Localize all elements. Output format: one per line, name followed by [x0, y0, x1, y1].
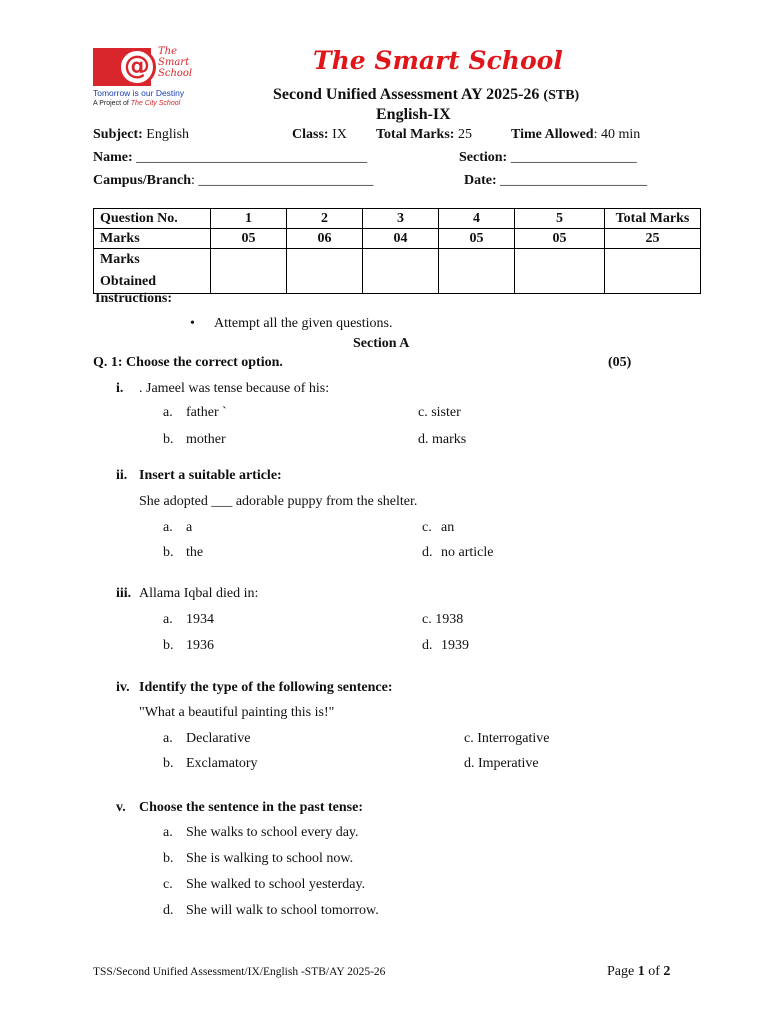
- table-cell: 05: [211, 229, 287, 249]
- obtained-cell[interactable]: [515, 249, 605, 294]
- logo-tagline: Tomorrow is our Destiny: [93, 88, 185, 98]
- section-line: __________________: [510, 150, 637, 165]
- option-d: no article: [441, 545, 494, 560]
- option-letter: a.: [163, 731, 173, 746]
- campus-line: : _________________________: [191, 173, 374, 188]
- item-sentence: She adopted ___ adorable puppy from the shelter.: [139, 494, 418, 509]
- option-letter: d.: [422, 545, 433, 560]
- date-field: [464, 173, 647, 189]
- item-number: ii.: [116, 468, 128, 483]
- table-cell: [94, 249, 211, 294]
- item-text: . Jameel was tense because of his:: [139, 381, 330, 396]
- obtained-label-line2: Obtained: [100, 274, 157, 289]
- logo-project-prefix: A Project of: [93, 100, 129, 107]
- school-name: The Smart School: [313, 46, 563, 75]
- section-title: Section A: [353, 336, 410, 351]
- option-letter: b.: [163, 545, 174, 560]
- option-letter: d.: [163, 903, 174, 918]
- subject-field: [93, 127, 189, 143]
- table-cell: Total Marks: [605, 209, 701, 229]
- obtained-cell[interactable]: [363, 249, 439, 294]
- page-current: 1: [637, 964, 645, 979]
- item-text: Choose the sentence in the past tense:: [139, 800, 363, 815]
- item-text: Identify the type of the following sentence:: [139, 680, 393, 695]
- item-text: Insert a suitable article:: [139, 468, 282, 483]
- option-b: 1936: [186, 638, 214, 653]
- page-total: 2: [663, 964, 671, 979]
- option-letter: a.: [163, 612, 173, 627]
- name-field: [93, 150, 367, 166]
- option-a: 1934: [186, 612, 214, 627]
- table-cell: 05: [515, 229, 605, 249]
- page-number: [607, 964, 670, 980]
- date-line: _____________________: [500, 173, 648, 188]
- item-number: i.: [116, 381, 124, 396]
- exam-title: [273, 86, 579, 104]
- obtained-cell[interactable]: [211, 249, 287, 294]
- obtained-cell[interactable]: [605, 249, 701, 294]
- total-marks-label: Total Marks:: [376, 127, 455, 142]
- option-letter: b.: [163, 432, 174, 447]
- name-label: Name:: [93, 150, 133, 165]
- option-c: an: [441, 520, 455, 535]
- item-sentence: "What a beautiful painting this is!": [139, 705, 335, 720]
- option-letter: a.: [163, 405, 173, 420]
- section-label: Section:: [459, 150, 508, 165]
- option-letter: a.: [163, 520, 173, 535]
- table-header-row: [94, 209, 701, 229]
- table-cell: 06: [287, 229, 363, 249]
- option-letter: c.: [422, 520, 432, 535]
- logo-name-line3: School: [158, 68, 193, 79]
- logo-project-line: [93, 100, 180, 107]
- option-b: the: [186, 545, 204, 560]
- logo-project-name: The City School: [130, 100, 181, 107]
- option-d: d. Imperative: [464, 756, 539, 771]
- option-c: c. sister: [418, 405, 461, 420]
- table-cell: 5: [515, 209, 605, 229]
- option-letter: c.: [163, 877, 173, 892]
- option-c: c. 1938: [422, 612, 464, 627]
- page-of-label: of: [648, 964, 660, 979]
- option-letter: b.: [163, 756, 174, 771]
- logo-wordmark: [158, 46, 192, 79]
- instruction-item: • Attempt all the given questions.: [214, 316, 392, 332]
- table-cell: Marks: [94, 229, 211, 249]
- option-d: She will walk to school tomorrow.: [186, 903, 379, 918]
- table-cell: 4: [439, 209, 515, 229]
- item-number: iii.: [116, 586, 132, 601]
- campus-label: Campus/Branch: [93, 173, 192, 188]
- marks-table: [93, 208, 701, 294]
- exam-title-main: Second Unified Assessment AY 2025-26: [273, 86, 540, 103]
- obtained-cell[interactable]: [439, 249, 515, 294]
- time-label: Time Allowed: [511, 127, 594, 142]
- table-cell: 1: [211, 209, 287, 229]
- total-marks-field: [376, 127, 472, 143]
- option-a: Declarative: [186, 731, 251, 746]
- time-value: : 40 min: [593, 127, 641, 142]
- subject-label: Subject:: [93, 127, 143, 142]
- obtained-label-line1: Marks: [100, 252, 140, 267]
- table-cell: 04: [363, 229, 439, 249]
- name-line: _________________________________: [136, 150, 368, 165]
- logo-at-icon: @: [118, 48, 156, 86]
- table-cell: 05: [439, 229, 515, 249]
- option-b: Exclamatory: [186, 756, 258, 771]
- table-cell: 25: [605, 229, 701, 249]
- date-label: Date:: [464, 173, 497, 188]
- exam-title-suffix: (STB): [543, 88, 580, 103]
- option-b: She is walking to school now.: [186, 851, 354, 866]
- subject-value: English: [146, 127, 190, 142]
- logo-name-line2: Smart: [158, 57, 190, 68]
- instructions-title: Instructions:: [95, 291, 173, 306]
- option-letter: d.: [422, 638, 433, 653]
- table-row: [94, 229, 701, 249]
- class-field: [292, 127, 347, 143]
- table-row: [94, 249, 701, 294]
- course-title: English-IX: [376, 106, 451, 123]
- time-field: [511, 127, 640, 143]
- item-number: v.: [116, 800, 126, 815]
- option-b: mother: [186, 432, 226, 447]
- option-d: 1939: [441, 638, 469, 653]
- obtained-cell[interactable]: [287, 249, 363, 294]
- question-title: Q. 1: Choose the correct option.: [93, 355, 283, 370]
- option-a: She walks to school every day.: [186, 825, 359, 840]
- logo-name-line1: The: [158, 46, 178, 57]
- option-letter: b.: [163, 851, 174, 866]
- option-letter: a.: [163, 825, 173, 840]
- option-c: c. Interrogative: [464, 731, 550, 746]
- option-a: father `: [186, 405, 227, 420]
- option-a: a: [186, 520, 193, 535]
- page-label: Page: [607, 964, 635, 979]
- class-value: IX: [332, 127, 347, 142]
- table-cell: Question No.: [94, 209, 211, 229]
- question-marks: (05): [608, 355, 632, 370]
- campus-field: [93, 173, 373, 189]
- option-letter: b.: [163, 638, 174, 653]
- option-d: d. marks: [418, 432, 467, 447]
- class-label: Class:: [292, 127, 329, 142]
- table-cell: 3: [363, 209, 439, 229]
- total-marks-value: 25: [457, 127, 472, 142]
- footer-code: TSS/Second Unified Assessment/IX/English -STB/AY 2025-26: [93, 966, 386, 978]
- section-field: [459, 150, 637, 166]
- table-cell: 2: [287, 209, 363, 229]
- item-number: iv.: [116, 680, 130, 695]
- item-text: Allama Iqbal died in:: [139, 586, 259, 601]
- option-c: She walked to school yesterday.: [186, 877, 366, 892]
